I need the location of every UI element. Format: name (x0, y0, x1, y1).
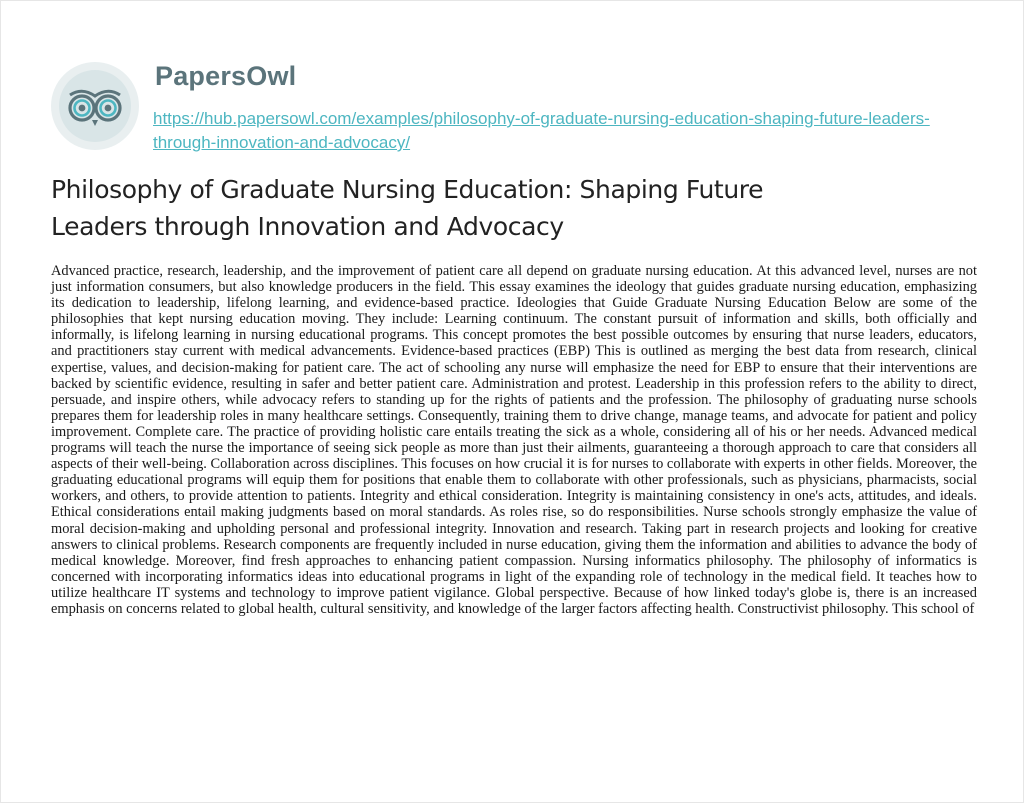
brand-name: PapersOwl (155, 61, 297, 91)
essay-title: Philosophy of Graduate Nursing Education: Shaping Future Leaders through Innovation and Advocacy (51, 175, 764, 241)
essay-body: Advanced practice, research, leadership, and the improvement of patient care all depend on graduate nursing education. At this advanced level, nurses are not just information consumers, but also knowledge producers in the field. This essay examines the ideology that guides graduate nursing education, emphasizing its dedication to leadership, lifelong learning, and evidence-based practice. Ideologies that Guide Graduate Nursing Education Below are some of the philosophies that kept nursing education moving. They include: Learning continuum. The constant pursuit of information and skills, both officially and informally, is lifelong learning in nursing educational programs. This concept promotes the best possible outcomes by ensuring that nurse leaders, educators, and practitioners stay current with medical advancements. Evidence-based practices (EBP) This is outlined as merging the best data from research, clinical expertise, values, and decision-making for patient care. The act of schooling any nurse will emphasize the need for EBP to ensure that their interventions are backed by scientific evidence, resulting in safer and better patient care. Administration and protest. Leadership in this profession refers to the ability to direct, persuade, and inspire others, while advocacy refers to standing up for the rights of patients and the profession. The philosophy of graduating nurse schools prepares them for leadership roles in many healthcare settings. Consequently, training them to drive change, manage teams, and advocate for patient and policy improvement. Complete care. The practice of providing holistic care entails treating the sick as a whole, considering all of his or her needs. Advanced medical programs will teach the nurse the importance of seeing sick people as more than just their ailments, guaranteeing a thorough approach to care that considers all aspects of their well-being. Collaboration across disciplines. This focuses on how crucial it is for nurses to collaborate with experts in other fields. Moreover, the graduating educational programs will equip them for positions that enable them to collaborate with other professionals, such as physicians, pharmacists, social workers, and others, to provide attention to patients. Integrity and ethical consideration. Integrity is maintaining consistency in one's acts, attitudes, and ideals. Ethical considerations entail making judgments based on moral standards. As roles rise, so do responsibilities. Nurse schools strongly emphasize the value of moral decision-making and upholding personal and professional integrity. Innovation and research. Taking part in research projects and looking for creative answers to clinical problems. Research components are frequently included in nurse education, giving them the information and abilities to advance the body of medical knowledge. Moreover, find fresh approaches to enhancing patient compassion. Nursing informatics philosophy. The philosophy of informatics is concerned with incorporating informatics ideas into educational programs in light of the expanding role of technology in the medical field. It teaches how to utilize healthcare IT systems and technology to improve patient vigilance. Global perspective. Because of how linked today's globe is, there is an increased emphasis on concerns related to global health, cultural sensitivity, and knowledge of the larger factors affecting health. Constructivist philosophy. This school of (51, 263, 977, 617)
brand-header (49, 58, 989, 168)
owl-eyes-icon (49, 60, 141, 152)
source-url-link[interactable]: https://hub.papersowl.com/examples/philosophy-of-graduate-nursing-education-shaping-future-leaders-through-innovation-and-advocacy/ (153, 109, 930, 152)
